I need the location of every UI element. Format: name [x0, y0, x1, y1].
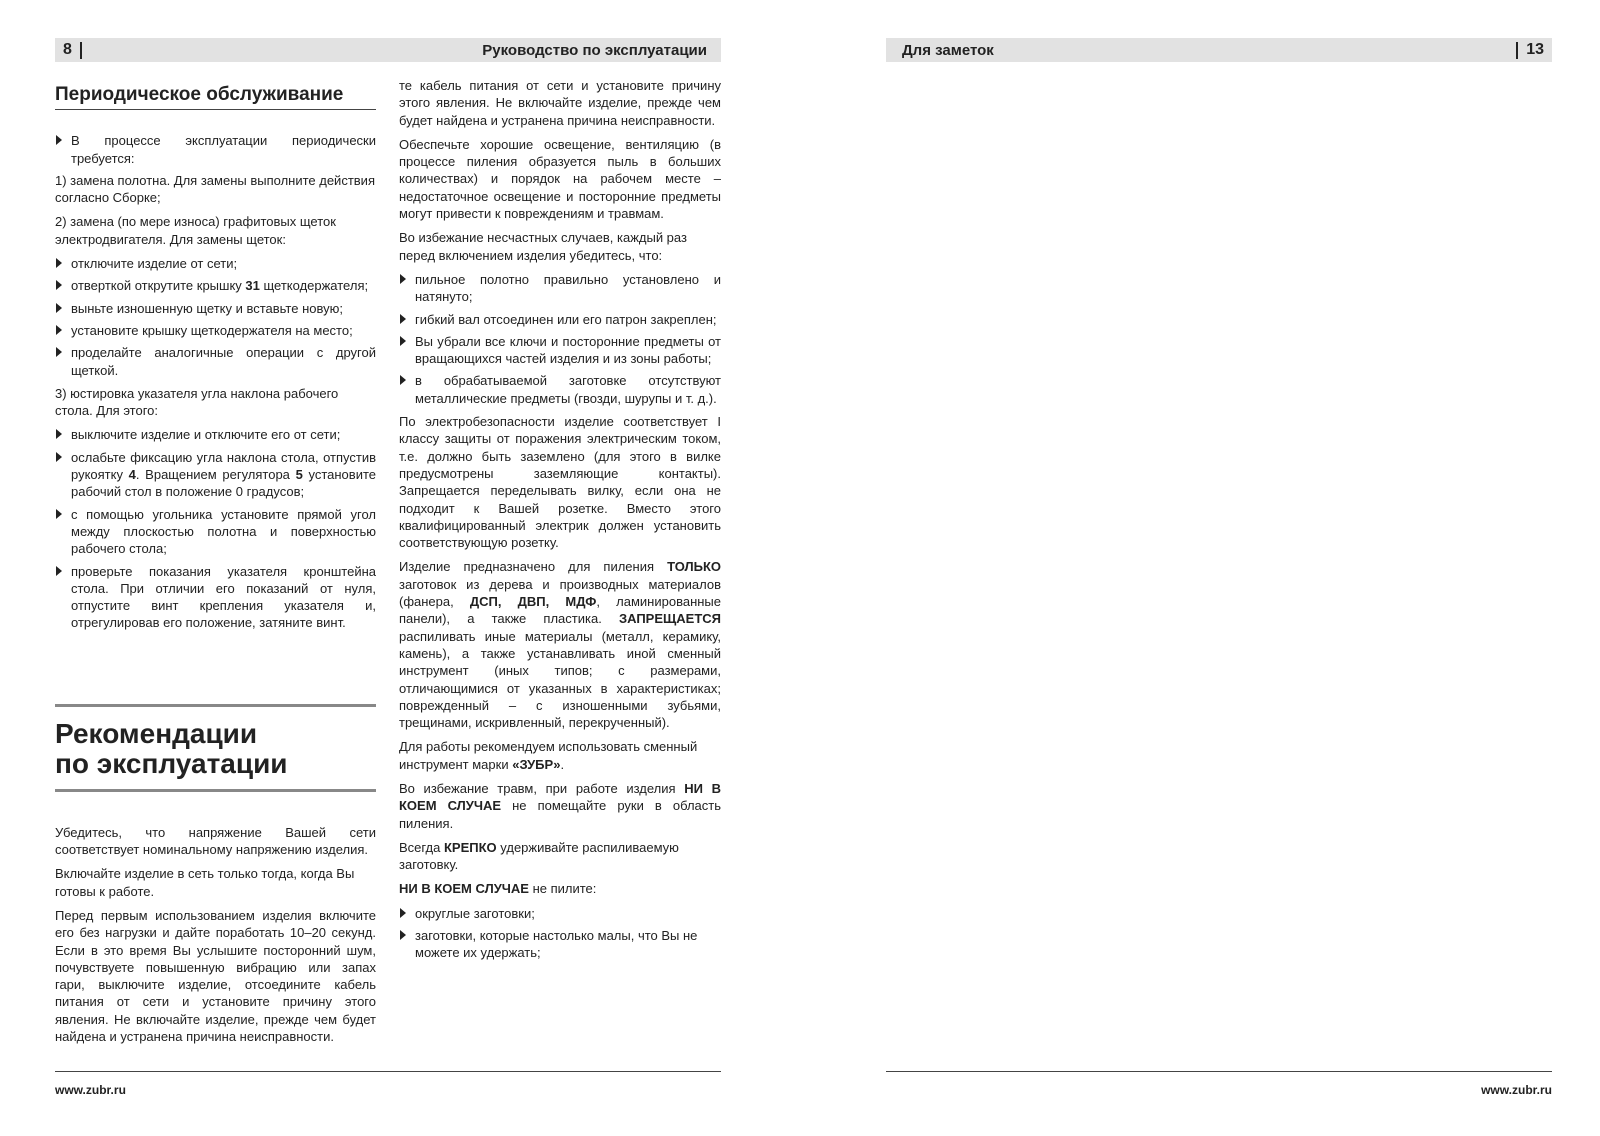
list-item: в обрабатываемой заготовке отсутствуют металлические предметы (гвозди, шурупы и т. д.). [399, 372, 721, 407]
paragraph: Во избежание несчастных случаев, каждый раз перед включением изделия убедитесь, что: [399, 230, 687, 263]
header-title: Руководство по эксплуатации [482, 41, 707, 59]
bullet-arrow-icon [56, 135, 62, 145]
left-page-header [55, 38, 721, 62]
bullet-arrow-icon [56, 280, 62, 290]
paragraph: Во избежание травм, при работе изделия НИ В КОЕМ СЛУЧАЕ не помещайте руки в область пиления. [399, 780, 722, 831]
list-item: заготовки, которые настолько малы, что Вы не можете их удержать; [399, 927, 721, 962]
bullet-arrow-icon [56, 303, 62, 313]
list-item: проверьте показания указателя кронштейна стола. При отличии его показаний от нуля, отпустите винт крепления указателя и, отрегулировав его положение, затяните винт. [55, 563, 376, 632]
bullet-arrow-icon [400, 375, 406, 385]
left-column [55, 80, 376, 1044]
list-item: В процессе эксплуатации периодически требуется: [55, 132, 376, 167]
list-item: Вы убрали все ключи и посторонние предметы от вращающихся частей изделия и из зоны работы; [399, 333, 721, 368]
bullet-arrow-icon [400, 930, 406, 940]
paragraph: Убедитесь, что напряжение Вашей сети соответствует номинальному напряжению изделия. [55, 824, 376, 858]
paragraph: По электробезопасности изделие соответствует I классу защиты от поражения электрическим током, т.е. должно быть заземлено (для этого в вилке предусмотрены заземляющие контакты). Запрещается переделывать вилку, если она не подходит к Вашей розетке. Вместо этого квалифицированный электрик должен установить соответствующую розетку. [399, 414, 721, 551]
bullet-arrow-icon [400, 274, 406, 284]
recommendations-heading: Рекомендации по эксплуатации [55, 704, 376, 792]
bullet-arrow-icon [56, 566, 62, 576]
list-item: выключите изделие и отключите его от сети; [55, 426, 376, 443]
list-item: отключите изделие от сети; [55, 255, 376, 272]
footer-rule-left [55, 1071, 721, 1072]
page-number: 8 [63, 41, 72, 58]
paragraph: Для работы рекомендуем использовать сменный инструмент марки «ЗУБР». [399, 739, 698, 772]
list-item: выньте изношенную щетку и вставьте новую; [55, 300, 376, 317]
header-title-notes: Для заметок [902, 41, 994, 59]
bullet-arrow-icon [56, 258, 62, 268]
bullet-arrow-icon [400, 336, 406, 346]
list-item: с помощью угольника установите прямой угол между плоскостью полотна и поверхностью рабочего стола; [55, 506, 376, 558]
paragraph: 3) юстировка указателя угла наклона рабочего стола. Для этого: [55, 385, 339, 419]
list-item: ослабьте фиксацию угла наклона стола, отпустив рукоятку 4. Вращением регулятора 5 установите рабочий стол в положение 0 градусов; [55, 449, 376, 501]
paragraph-continues: Перед первым использованием изделия включите его без нагрузки и дайте поработать 10–20 секунд. Если в это время Вы услышите посторонний шум, почувствуете повышенную вибрацию или запах гари, выключите изделие, отсоедините кабель питания от сети и установите причину этого явления. Не включайте изделие, прежде чем будет найдена и устранена причина неисправности. [55, 907, 376, 1044]
paragraph: Включайте изделие в сеть только тогда, когда Вы готовы к работе. [55, 866, 355, 899]
list-item: проделайте аналогичные операции с другой щеткой. [55, 344, 376, 379]
list-item: установите крышку щеткодержателя на место; [55, 322, 376, 339]
paragraph: НИ В КОЕМ СЛУЧАЕ не пилите: [399, 881, 597, 897]
bullet-arrow-icon [400, 314, 406, 324]
brush-steps-list [55, 255, 376, 379]
footer-rule-right [886, 1071, 1552, 1072]
paragraph: Обеспечьте хорошие освещение, вентиляцию (в процессе пиления образуется пыль в больших количествах) и порядок на рабочем месте – недостаточное освещение и посторонние предметы могут привести к повреждениям и травмам. [399, 136, 721, 222]
paragraph: 2) замена (по мере износа) графитовых щеток электродвигателя. Для замены щеток: [55, 214, 336, 247]
adjust-steps-list [55, 426, 376, 631]
bullet-arrow-icon [56, 429, 62, 439]
list-item: пильное полотно правильно установлено и натянуто; [399, 271, 721, 306]
list-item: гибкий вал отсоединен или его патрон закреплен; [399, 311, 721, 328]
right-page-header [886, 38, 1552, 62]
list-item: округлые заготовки; [399, 905, 721, 922]
bullet-arrow-icon [56, 347, 62, 357]
middle-column [399, 77, 721, 968]
bullet-arrow-icon [400, 908, 406, 918]
bullet-arrow-icon [56, 452, 62, 462]
maintenance-heading: Периодическое обслуживание [55, 86, 376, 110]
paragraph: Всегда КРЕПКО удерживайте распиливаемую заготовку. [399, 839, 679, 873]
bullet-arrow-icon [56, 325, 62, 335]
footer-url-left[interactable]: www.zubr.ru [55, 1083, 126, 1097]
never-cut-list [399, 905, 721, 962]
paragraph: Изделие предназначено для пиления ТОЛЬКО заготовок из дерева и производных материалов (фанера, ДСП, ДВП, МДФ, ламинированные панели), а также пластика. ЗАПРЕЩАЕТСЯ распиливать иные материалы (металл, керамику, камень), а также устанавливать иной сменный инструмент (иных типов; с размерами, отличающимися от указанных в характеристиках; поврежденный – с изношенными зубьями, трещинами, искривленный, перекрученный). [399, 559, 721, 731]
list-item: отверткой открутите крышку 31 щеткодержателя; [55, 277, 376, 294]
bullet-arrow-icon [56, 509, 62, 519]
footer-url-right[interactable]: www.zubr.ru [1481, 1083, 1552, 1097]
checks-list [399, 271, 721, 407]
paragraph-continued: те кабель питания от сети и установите причину этого явления. Не включайте изделие, прежде чем будет найдена и устранена причина неисправности. [399, 78, 721, 128]
page-number-right: 13 [1526, 41, 1544, 58]
paragraph: 1) замена полотна. Для замены выполните действия согласно Сборке; [55, 172, 375, 206]
